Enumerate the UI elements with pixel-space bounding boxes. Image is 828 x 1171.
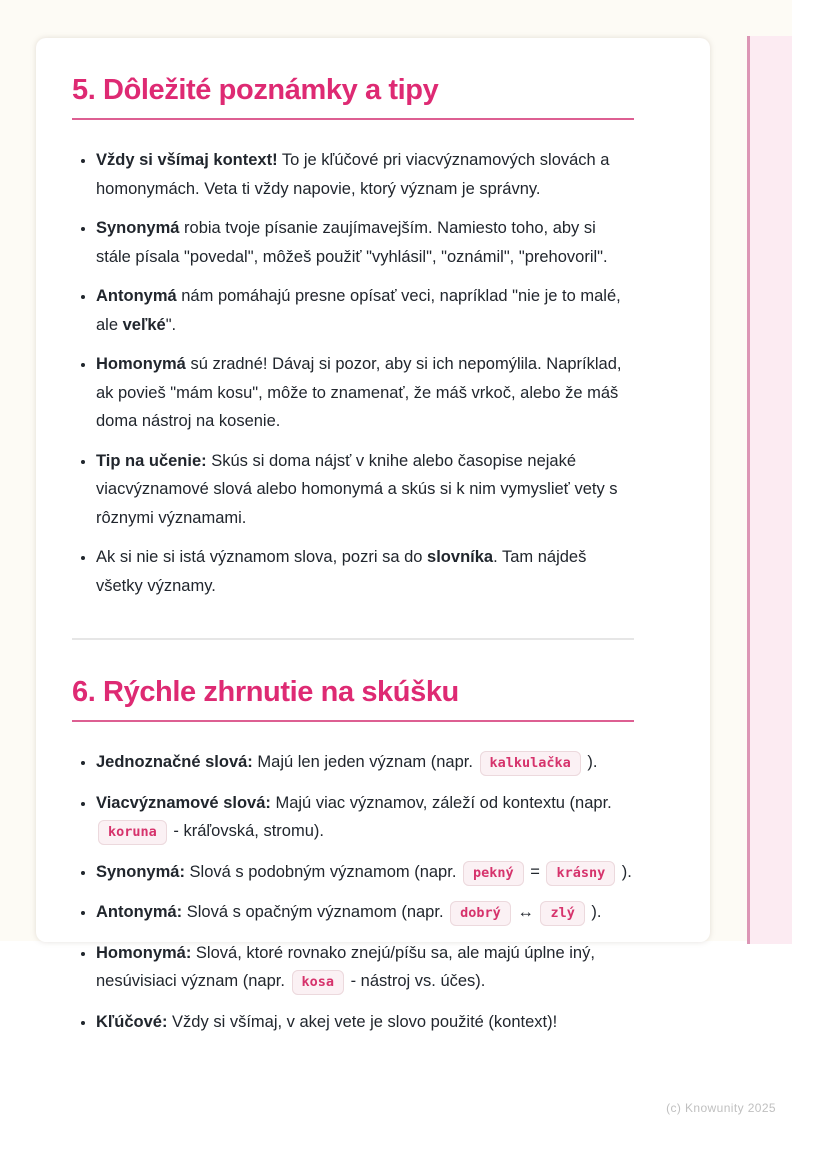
text-segment: Homonymá:	[96, 943, 192, 962]
text-segment: - kráľovská, stromu).	[168, 822, 324, 840]
text-segment: ↔	[512, 903, 539, 921]
text-segment: Synonymá	[96, 219, 180, 237]
section-title: 6. Rýchle zhrnutie na skúšku	[72, 676, 459, 708]
text-segment: Homonymá	[96, 355, 186, 373]
content-card	[36, 38, 710, 1031]
section-quick-summary	[72, 676, 634, 1036]
text-segment: Vždy si všímaj, v akej vete je slovo použité (kontext)!	[167, 1012, 558, 1031]
text-segment: Slová, ktoré rovnako znejú/píšu sa, ale majú úplne iný, nesúvisiaci význam (napr.	[96, 943, 595, 990]
text-segment: nám pomáhajú presne opísať veci, napríklad "nie je to malé, ale	[96, 287, 621, 334]
list-item	[96, 789, 634, 847]
text-segment: =	[525, 862, 545, 881]
code-badge: kosa	[292, 970, 345, 995]
list-item	[96, 543, 634, 600]
list-item	[96, 1008, 634, 1037]
text-segment: Tip na učenie:	[96, 451, 207, 470]
text-segment: . Tam nájdeš všetky významy.	[96, 548, 587, 595]
text-segment: Antonymá	[96, 287, 177, 305]
text-segment: slovníka	[427, 548, 494, 566]
text-segment: Synonymá:	[96, 862, 185, 881]
list-item	[96, 939, 634, 997]
code-badge: kalkulačka	[480, 751, 581, 776]
section-title: 5. Dôležité poznámky a tipy	[72, 74, 439, 106]
text-segment: ).	[586, 903, 602, 921]
section-important-notes	[72, 74, 634, 600]
text-segment: Viacvýznamové slová:	[96, 793, 271, 812]
bullet-list	[72, 748, 634, 1036]
title-underline-decoration	[72, 118, 634, 120]
list-item	[96, 350, 634, 436]
title-underline-decoration	[72, 720, 634, 722]
text-segment: robia tvoje písanie zaujímavejším. Namiesto toho, aby si stále písala "povedal", môžeš použiť "vyhlásil", "oznámil", "prehovoril".	[96, 219, 608, 266]
text-segment: sú zradné! Dávaj si pozor, aby si ich nepomýlila. Napríklad, ak povieš "mám kosu", môže to znamenať, že máš vrkoč, alebo že máš doma nástroj na kosenie.	[96, 355, 622, 430]
text-segment: veľké	[122, 315, 166, 334]
text-segment: ".	[165, 315, 177, 334]
text-segment: Vždy si všímaj kontext!	[96, 151, 278, 169]
list-item	[96, 898, 634, 928]
text-segment: Majú len jeden význam (napr.	[252, 753, 478, 771]
text-segment: Skús si doma nájsť v knihe alebo časopise nejaké viacvýznamové slová alebo homonymá a skús si k nim vymyslieť vety s rôznymi významami.	[96, 451, 618, 527]
section-divider	[72, 638, 634, 640]
text-segment: ).	[617, 862, 632, 881]
code-badge: pekný	[463, 861, 524, 886]
list-item	[96, 447, 634, 533]
code-badge: dobrý	[450, 901, 511, 926]
text-segment: ).	[582, 753, 598, 771]
code-badge: krásny	[546, 861, 615, 886]
text-segment: Slová s podobným významom (napr.	[184, 862, 461, 881]
text-segment: Antonymá:	[96, 903, 183, 921]
text-segment: To je kľúčové pri viacvýznamových slovách a homonymách. Veta ti vždy napovie, ktorý význam je správny.	[96, 151, 610, 198]
text-segment: Majú viac významov, záleží od kontextu (napr.	[270, 793, 612, 812]
text-segment: Jednoznačné slová:	[96, 753, 253, 771]
list-item	[96, 748, 634, 778]
list-item	[96, 214, 634, 271]
copyright-footer: (c) Knowunity 2025	[666, 1101, 776, 1115]
code-badge: koruna	[98, 820, 167, 845]
pink-margin-strip	[747, 36, 792, 944]
text-segment: Slová s opačným významom (napr.	[182, 903, 449, 921]
code-badge: zlý	[540, 901, 584, 926]
bullet-list	[72, 146, 634, 600]
text-segment: Kľúčové:	[96, 1012, 168, 1031]
list-item	[96, 858, 634, 888]
text-segment: Ak si nie si istá významom slova, pozri sa do	[96, 548, 428, 566]
list-item	[96, 146, 634, 203]
list-item	[96, 282, 634, 339]
text-segment: - nástroj vs. účes).	[346, 972, 486, 990]
